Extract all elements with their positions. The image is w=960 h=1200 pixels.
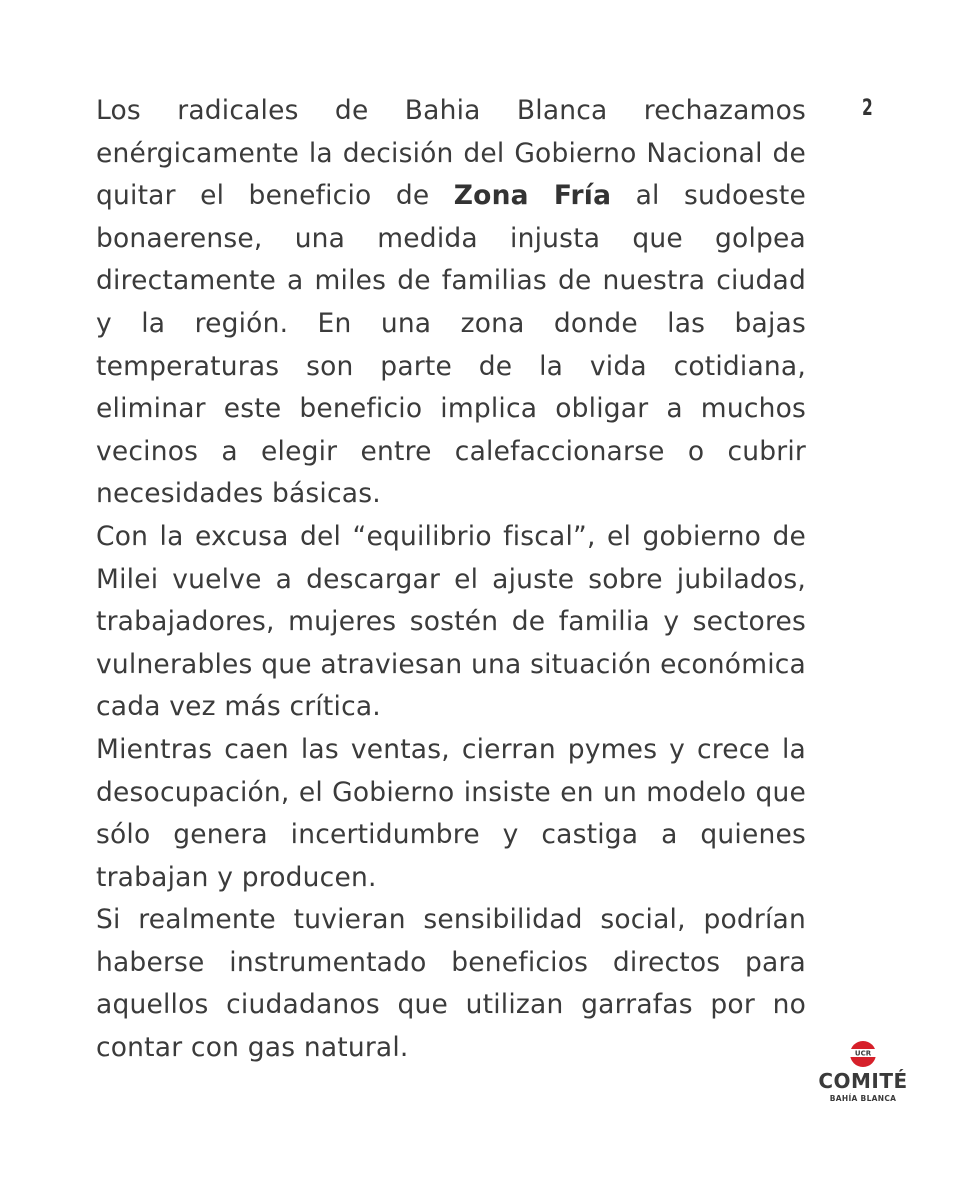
ucr-badge-icon <box>848 1040 878 1068</box>
logo-subtitle: BAHÍA BLANCA <box>829 1094 897 1103</box>
paragraph-4: Si realmente tuvieran sensibilidad social, podrían haberse instrumentado beneficios directos para aquellos ciudadanos que utilizan garrafas por no contar con gas natural. <box>96 904 806 1064</box>
logo-title: COMITÉ <box>818 1069 908 1093</box>
paragraph-2: Con la excusa del “equilibrio fiscal”, el gobierno de Milei vuelve a descargar el ajuste sobre jubilados, trabajadores, mujeres sostén de familia y sectores vulnerables que atraviesan una situación económica cada vez más crítica. <box>96 520 806 723</box>
zona-fria-bold: Zona Fría <box>453 180 612 212</box>
paragraph-3: Mientras caen las ventas, cierran pymes y crece la desocupación, el Gobierno insiste en un modelo que sólo genera incertidumbre y castiga a quienes trabajan y producen. <box>96 733 806 893</box>
page-number: 2 <box>862 96 873 121</box>
ucr-badge-text: UCR <box>854 1049 872 1058</box>
paragraph-1-end: al sudoeste bonaerense, una medida injusta que golpea directamente a miles de familias de nuestra ciudad y la región. En una zona donde las bajas temperaturas son parte de la vida cotidiana, eliminar este beneficio implica obligar a muchos vecinos a elegir entre calefaccionarse o cubrir necesidades básicas. <box>96 180 807 510</box>
ucr-comite-logo <box>808 1040 918 1110</box>
body-text <box>96 90 806 1070</box>
paragraph-1 <box>96 90 806 516</box>
paragraph-1-start: Los radicales de Bahia Blanca rechazamos enérgicamente la decisión del Gobierno Nacional de quitar el beneficio de <box>96 95 806 212</box>
